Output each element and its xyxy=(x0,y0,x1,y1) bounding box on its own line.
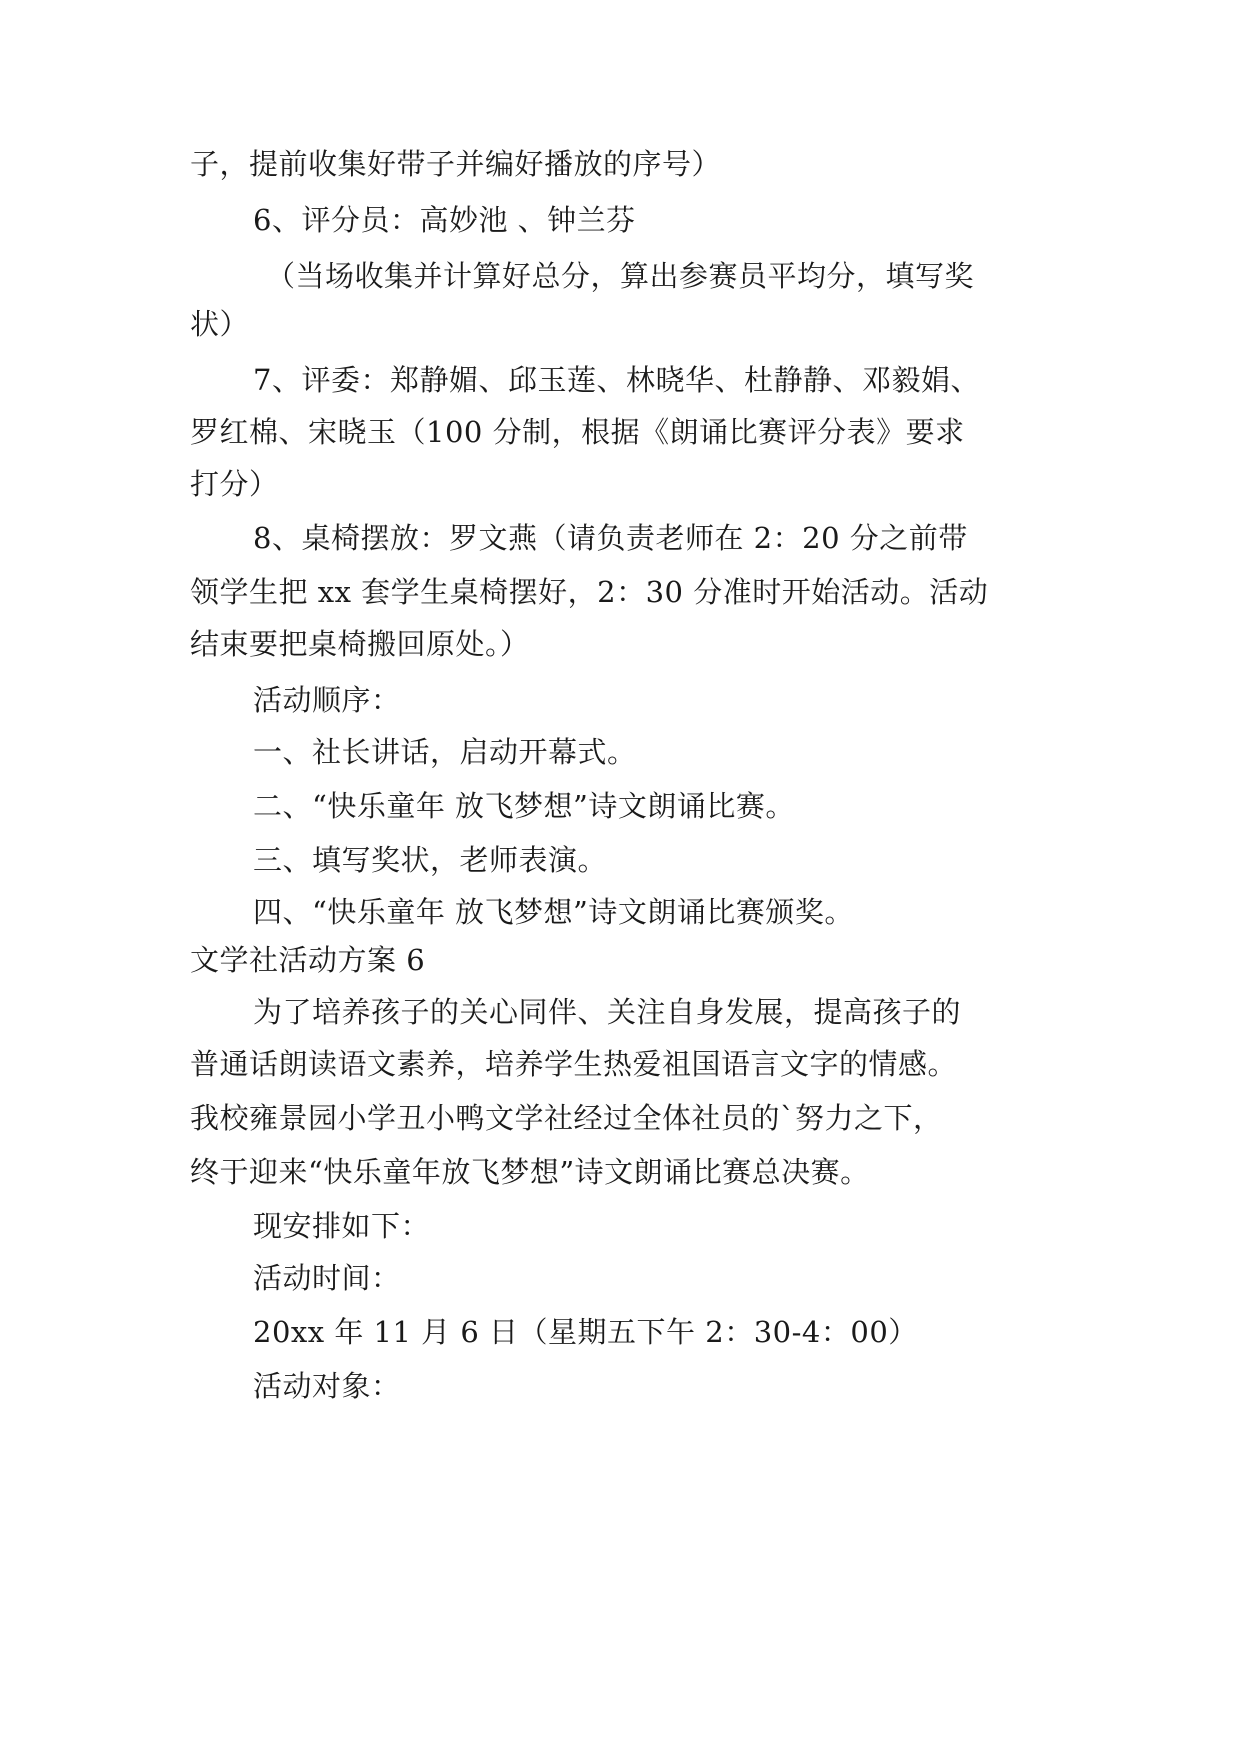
text-line: 活动顺序： xyxy=(253,683,401,717)
text-line: 20xx 年 11 月 6 日（星期五下午 2：30-4：00） xyxy=(253,1315,918,1349)
text-line: 四、“快乐童年 放飞梦想”诗文朗诵比赛颁奖。 xyxy=(253,895,854,929)
text-line: 6、评分员：高妙池 、钟兰芬 xyxy=(253,203,636,237)
text-line: 二、“快乐童年 放飞梦想”诗文朗诵比赛。 xyxy=(253,789,795,823)
text-line: 一、社长讲话，启动开幕式。 xyxy=(253,735,637,769)
text-line: 状） xyxy=(190,307,250,341)
text-line: 8、桌椅摆放：罗文燕（请负责老师在 2：20 分之前带 xyxy=(253,521,968,555)
text-line: 三、填写奖状，老师表演。 xyxy=(253,843,608,877)
text-line: 子，提前收集好带子并编好播放的序号） xyxy=(190,147,722,181)
text-line: 我校雍景园小学丑小鸭文学社经过全体社员的`努力之下， xyxy=(190,1101,943,1135)
text-line: 领学生把 xx 套学生桌椅摆好，2：30 分准时开始活动。活动 xyxy=(190,575,989,609)
text-line: 罗红棉、宋晓玉（100 分制，根据《朗诵比赛评分表》要求 xyxy=(190,415,965,449)
text-line: 终于迎来“快乐童年放飞梦想”诗文朗诵比赛总决赛。 xyxy=(190,1155,870,1189)
text-line: 7、评委：郑静媚、邱玉莲、林晓华、杜静静、邓毅娟、 xyxy=(253,363,980,397)
text-line: 现安排如下： xyxy=(253,1209,431,1243)
section-heading: 文学社活动方案 6 xyxy=(190,943,426,977)
text-line: 普通话朗读语文素养，培养学生热爱祖国语言文字的情感。 xyxy=(190,1047,958,1081)
text-line: 打分） xyxy=(190,467,279,501)
text-line: 结束要把桌椅搬回原处。） xyxy=(190,627,530,661)
text-line: 活动对象： xyxy=(253,1369,401,1403)
text-line: （当场收集并计算好总分，算出参赛员平均分，填写奖 xyxy=(266,259,975,293)
text-line: 活动时间： xyxy=(253,1261,401,1295)
text-line: 为了培养孩子的关心同伴、关注自身发展，提高孩子的 xyxy=(253,995,962,1029)
